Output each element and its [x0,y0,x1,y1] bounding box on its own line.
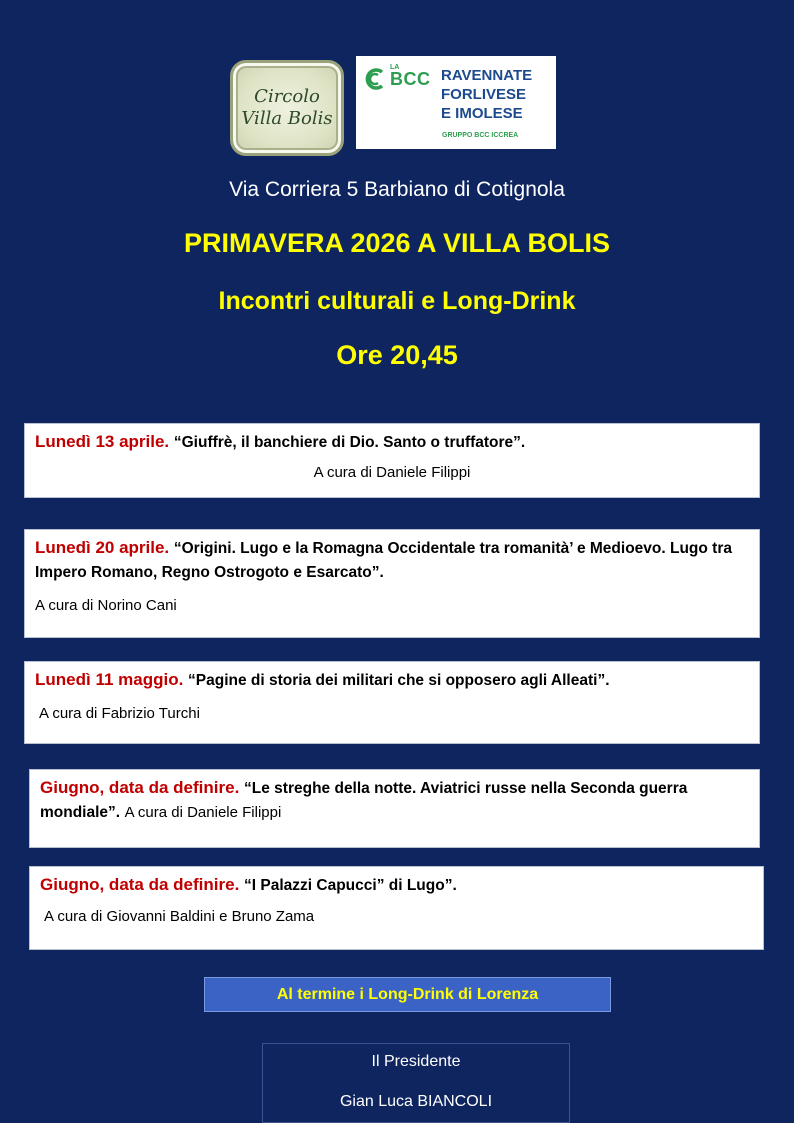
event-date: Giugno, data da definire. [40,875,245,894]
circolo-villa-bolis-logo [230,60,344,156]
event-heading [35,668,749,693]
event-curator: A cura di Fabrizio Turchi [39,705,200,722]
event-curator: A cura di Giovanni Baldini e Bruno Zama [44,908,315,925]
bcc-name: BCC [390,69,431,89]
event-curator: A cura di Norino Cani [35,597,177,614]
event-time: Ore 20,45 [336,340,458,370]
closing-note: Al termine i Long-Drink di Lorenza [204,977,611,1012]
event-curator: A cura di Daniele Filippi [313,464,471,481]
bcc-line-3: E IMOLESE [441,105,523,122]
event-date: Lunedì 20 aprile. [35,538,174,557]
event-date: Giugno, data da definire. [40,778,245,797]
event-topic: “Le streghe della notte. Aviatrici russe nella Seconda guerra mondiale”. [40,780,688,821]
subtitle: Incontri culturali e Long-Drink [218,287,576,315]
event-heading [40,873,753,898]
event-heading [35,536,749,585]
bcc-prefix: LA [390,64,400,71]
event-card [29,769,760,848]
event-topic: “I Palazzi Capucci” di Lugo”. [244,877,457,894]
bcc-bank-name [441,66,532,123]
logo-text-line-2: Villa Bolis [241,108,333,129]
page-title: PRIMAVERA 2026 A VILLA BOLIS [183,228,611,258]
bcc-mark-icon [362,66,388,92]
event-date: Lunedì 13 aprile. [35,432,174,451]
event-topic: “Pagine di storia dei militari che si opposero agli Alleati”. [188,672,610,689]
address: Via Corriera 5 Barbiano di Cotignola [229,178,565,201]
signature-role: Il Presidente [371,1053,461,1070]
event-card [24,423,760,498]
bcc-group: GRUPPO BCC ICCREA [442,132,519,139]
event-heading [35,430,749,455]
signature-box [262,1043,570,1123]
event-topic: “Origini. Lugo e la Romagna Occidentale tra romanità’ e Medioevo. Lugo tra Impero Romano, Regno Ostrogoto e Esarcato”. [35,540,732,581]
event-topic: “Giuffrè, il banchiere di Dio. Santo o truffatore”. [173,434,526,451]
bcc-line-2: FORLIVESE [441,86,527,103]
event-card [24,661,760,744]
bcc-logo [356,56,556,149]
event-curator: A cura di Daniele Filippi [124,804,282,821]
event-card [24,529,760,638]
event-card [29,866,764,950]
bcc-line-1: RAVENNATE [441,67,533,84]
event-heading [40,776,699,825]
logo-text-line-1: Circolo [254,86,320,107]
signature-name: Gian Luca BIANCOLI [339,1093,493,1110]
event-date: Lunedì 11 maggio. [35,670,189,689]
